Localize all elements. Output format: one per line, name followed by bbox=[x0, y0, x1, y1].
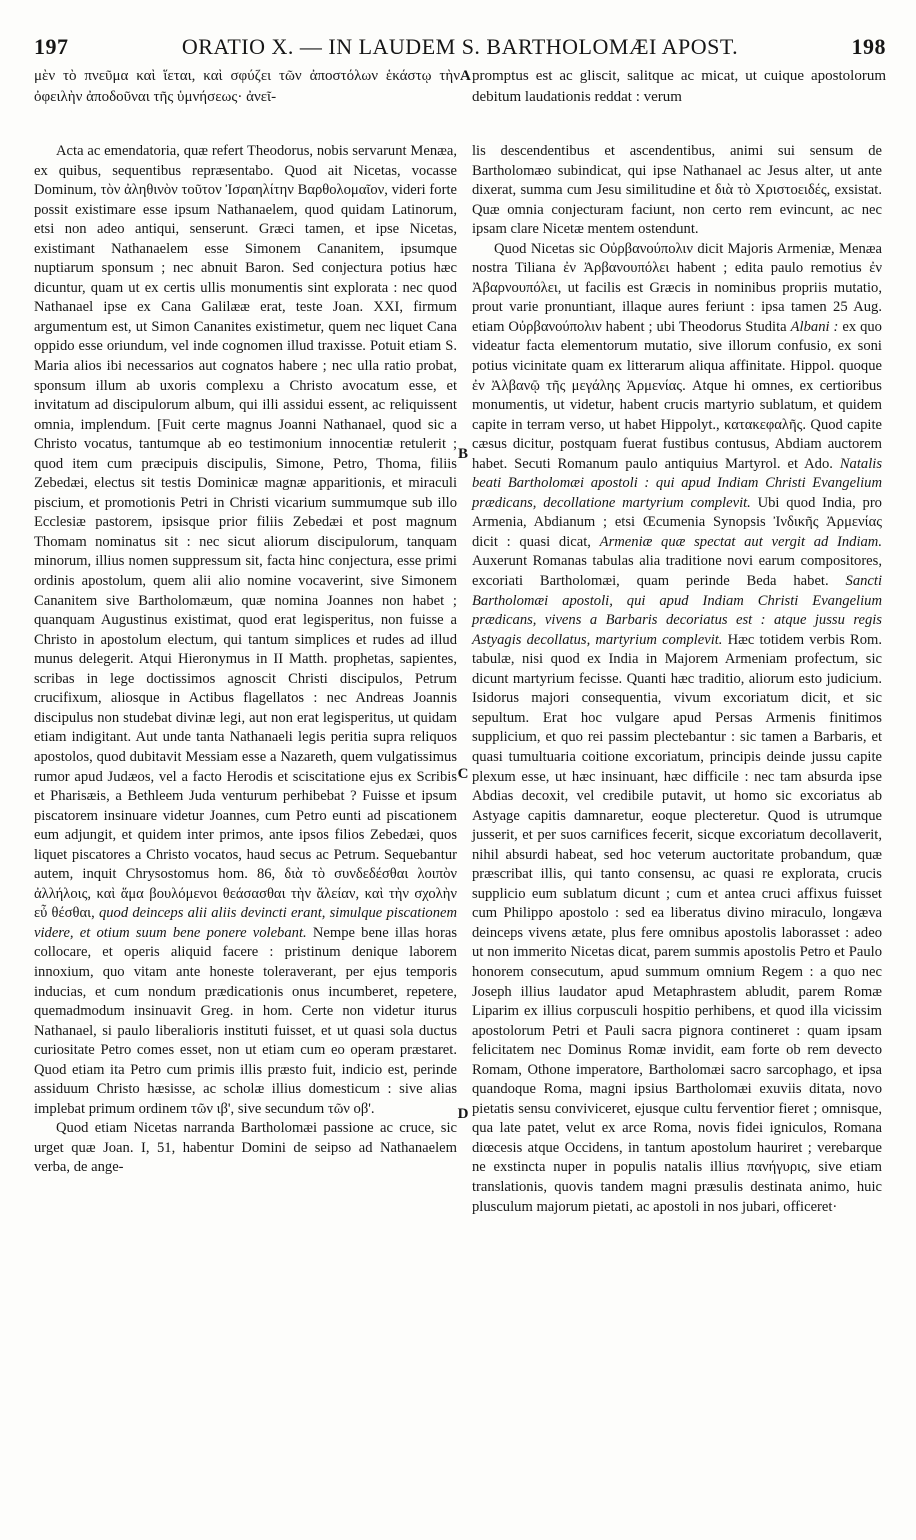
page-number-left: 197 bbox=[34, 34, 69, 59]
note-text: Auxerunt Romanas tabulas alia traditione novi earum compositores, excoriati Bartholomæi, quam perinde Beda habet. bbox=[472, 553, 882, 590]
italic-quote: Sancti Bartholomæi apostoli, qui apud Indiam Christi Evangelium prædicans, vivens a Barbaris decoriatus est : atque jussu regis Astyagis decollatus, martyrium complevit. bbox=[472, 573, 882, 648]
italic-quote: quod deinceps alii aliis devincti erant, simulque piscationem videre, et otium suum bene ponere volebant. bbox=[34, 905, 458, 941]
note-paragraph bbox=[472, 240, 882, 1217]
running-header bbox=[34, 34, 886, 64]
italic-quote: Natalis beati Bartholomæi apostoli : qui apud Indiam Christi Evangelium prædicans, decollatione martyrium complevit. bbox=[472, 455, 882, 511]
note-text: Hæc totidem verbis Rom. tabulæ, nisi quod ex India in Majorem Armeniam profectum, sic dicunt martyrium fecisse. Quanti hæc traditio, aliorum esto judicium. Isidorus majori consequentia, vivum excoriatum dicit, et sic sepultum. Erat hoc vulgare apud Persas Armenis finitimos supplicium, et quo rei passim plectebantur : sic tamen a Barbaris, et quasi tumultuaria coitione excoriatum, principis deinde jussu capite plexum esse, ut hæc insinuant, hæc difficile : nec tam absurda ipse Abdias decoxit, vel credibile putavit, ut homo sic excoriatus ab Astyage capitis damnaretur, eoque plecteretur. Quod is utrumque jusserit, et per suos carnifices fecerit, sicque excoriatum decollaverit, nihil absurdi habeat, sed hoc veterum auctoritate probandum, quæ præscribat illis, qui tanto consensu, ac quasi re explorata, crucis supplicio eum sublatum dicunt ; cum et antea cruci affixus fuisset cum Philippo apostolo : sed ea liberatus divino miraculo, longæva deinceps vivens ætate, plus fere omnibus apostolis laborasset : adeo ut non immerito Nicetas dicat, parem summis apostolis Petro et Paulo honorem consecutum, apud summum omnium Regem : a quo nec Joseph illius laudator apud Metaphrastem abludit, parem Romæ Liparim ex illius corpusculi hospitio perhibens, et quod illa vicissim apostolorum Petri et Pauli sacra pignora contineret : quam ipsam felicitatem nec Dominus Romæ invidit, eam forte ob rem devecto Romam, Othone imperatore, Bartholomæi sacro sarcophago, et ipsa quandoque Roma, magni ipsius Bartholomæi exuviis ditata, novo pietatis sensu conviviceret, ejusque cultu ferventior fieret ; omnisque, qua late patet, velut ex arce Roma, novis fidei igniculos, Romana diœcesis atque Occidens, in tantum apostolum hauriret ; verebarque ne exstincta nuper in populis natalis illius πανήγυρις, sive etiam translationis, quovis tandem magni præsulis destinata animo, huic plusculum majorum pietati, ac apostoli in nos jubari, officeret· bbox=[472, 631, 882, 1215]
margin-letter-a: A bbox=[460, 68, 471, 84]
greek-text: μὲν τὸ πνεῦμα καὶ ἵεται, καὶ σφύζει τῶν ἀποστόλων ἑκάστῳ τὴν ὀφειλὴν ἀποδοῦναι τῆς ὑμνήσεως· ἀνεῖ- bbox=[34, 68, 460, 105]
note-paragraph bbox=[34, 142, 457, 1119]
note-paragraph: lis descendentibus et ascendentibus, animi sui sensum de Bartholomæo subindicat, qui ipse Nathanael ac Jesus alter, ut ante dixerat, summa cum Jesu similitudine et διὰ τὸ Χριστοειδές, exsistat. Quæ omnia conjecturam faciunt, non certo rem evincunt, ac nec ipsam clare Nicetæ mentem ostendunt. bbox=[472, 143, 882, 238]
running-title: ORATIO X. — IN LAUDEM S. BARTHOLOMÆI APOST. bbox=[181, 34, 739, 59]
italic-quote: Armeniæ quæ spectat aut vergit ad Indiam. bbox=[599, 533, 882, 550]
left-column bbox=[34, 142, 457, 1178]
italic-quote: Albani : bbox=[790, 318, 839, 335]
margin-letter-c: C bbox=[457, 766, 469, 782]
note-text: Acta ac emendatoria, quæ refert Theodorus, nobis servarunt Menæa, ex quibus, sequentibus repræsentabo. Quod ait Nicetas, vocasse Dominum, τὸν ἀληθινὸν τοῦτον Ἰσραηλίτην Βαρθολομαῖον, videri forte possit existimare esse ipsum Nathanaelem, quod quidam Latinorum, etsi non adeo antiqui, senserunt. Græci tamen, et ipse Nicetas, existimant Nathanaelem esse Simonem Cananitem, ipsumque nuptiarum sponsum ; nec abnuit Baron. Sed conjectura potius hæc dicuntur, quam ut ex certis ullis monumentis sint explorata : nec quod Nathanael ipse ex Cana Galilææ erat, teste Joan. XXI, firmum argumentum est, ut Simon Cananites existimetur, quem nec liquet Cana oppido esse oriundum, vel inde cognomen illud traxisse. Potuit etiam S. Maria alios ibi necessarios aut cognatos habere ; nec ulla ratio probat, sponsum illum ab uxoris complexu a Christo avocatum esse, et invitatum ad discipulorum album, qui illi assidui essent, ac reliquissent omnia, implendum. [Fuit certe magnus Joanni Nathanael, quod sic a Christo vocatus, tantumque ab eo testimonium innocentiæ retulerit ; quod item cum præcipuis discipulis, Simone, Petro, Thoma, filiis Zebedæi, electus sit testis Dominicæ magnæ apparitionis, et miraculi piscium, et promotionis Petri in Christi vicarium summumque sub illo Ecclesiæ pastorem, ipsisque prior filiis Zebedæi et post magnum Thomam nominatus sit : nec sicut aliorum discipulorum, tanquam minorum, illius nomen suppressum sit, facta hinc conjectura, esse primi ordinis apostolum, quem alii alio nomine vocaverint, sive Simonem Cananitem sive Bartholomæum, quæ nomina Joannes non habet ; quanquam Augustinus existimat, quod erat legisperitus, non fuisse a Christo in apostolum electum, qui tantum simplices et rudes ad illud munus delegerit. Atqui Hieronymus in II Matth. prophetas, sapientes, scribas in lege doctissimos agnoscit Christi discipulos, Petrum crucifixum, aliosque in Actibus flagellatos : nec Andreas Joannis discipulus non studebat divinæ legi, aut non erat legisperitus, ut quidam etiam indigitant. Aut unde tanta Nathanaeli legis peritia supra reliquos apostolos, quod dubitavit Messiam esse a Nazareth, quem vulgatissimus rumor apud Judæos, vel a facto Herodis et sciscitatione ejus ex Scribis et Pharisæis, a Bethleem Juda venturum perhibebat ? Fuisse et ipsum piscatorem insinuare videtur Joannes, cum Petro eunti ad piscationem eum adjungit, et quidem inter primos, ante ipsos filios Zebedæi, quos liquet piscatores a Christo vocatos, haud secus ac Petrum. Sequebantur autem, inquit Chrysostomus hom. 86, διὰ τὸ συνδεδέσθαι λοιπὸν ἀλλήλοις, καὶ ἅμα βουλόμενοι θεάσασθαι τὴν ἄλείαν, καὶ τὴν σχολὴν εὖ θέσθαι, bbox=[34, 143, 457, 922]
note-text: Nempe bene illas horas collocare, et operis aliquid facere : pristinum denique laborem innoxium, quo vitam ante honeste toleraverant, per ejus temporis inducias, et cum nondum prædicationis onus incumberet, repetere, quemadmodum insinuavit Greg. in hom. Certe non videtur iturus Nathanael, si paulo liberalioris instituti fuisset, et ut quasi sola ductus curiositate Petro comes esset, non ut etiam cum eo operam præstaret. Quod etiam ita Petro cum primis illis præsto fuit, indicio est, perinde assiduum Christo hæsisse, ac scholæ illius domesticum : sive alias implebat primum ordinem τῶν ιβ', sive secundum τῶν οβ'. bbox=[34, 924, 457, 1117]
page-number-right: 198 bbox=[851, 34, 886, 59]
margin-letter-b: B bbox=[457, 446, 468, 462]
note-text: ex quo videatur facta elementorum mutatio, sive illorum confusio, ex soni potius vicinitate quam ex litterarum aliqua affinitate. Hippol. quoque ἐν Ἀλβανῷ τῆς μεγάλης Ἀρμενίας. Atque hi omnes, ex certioribus monumentis, ut videtur, habent crucis martyrio sublatum, et quidem capite in terram verso, ut habet Hippolyt., κατακεφαλῆς. Quod capite cæsus dicitur, postquam fuerat fustibus contusus, Abdiam auctorem habet. Secuti Romanum paulo antiquius Martyrol. et Ado. bbox=[472, 318, 882, 472]
note-paragraph: Quod etiam Nicetas narranda Bartholomæi passione ac cruce, sic urget quæ Joan. I, 51, habentur Domini de seipso ad Nathanaelem verba, de ange- bbox=[34, 1120, 457, 1176]
right-column bbox=[472, 142, 882, 1217]
note-text: Quod Nicetas sic Οὐρβανούπολιν dicit Majoris Armeniæ, Menæa nostra Tiliana ἐν Ἀρβανουπόλει habent ; edita paulo remotius ἐν Ἀβαρνουπόλει, ut facilis est Græcis in nominibus propriis mutatio, prout varie pronuntiant, illaque aures feriunt : ipsa tamen 25 Aug. etiam Οὐρβανούπολιν habent ; ubi Theodorus Studita bbox=[472, 240, 882, 335]
margin-letter-d: D bbox=[457, 1106, 469, 1122]
note-text: Ubi quod India, pro Armenia, Abdianum ; etsi Œcumenia Synopsis Ἰνδικῆς Ἀρμενίας dicit : quasi dicat, bbox=[472, 494, 882, 550]
latin-text: promptus est ac gliscit, salitque ac micat, ut cuique apostolorum debitum laudationis reddat : verum bbox=[472, 68, 886, 105]
